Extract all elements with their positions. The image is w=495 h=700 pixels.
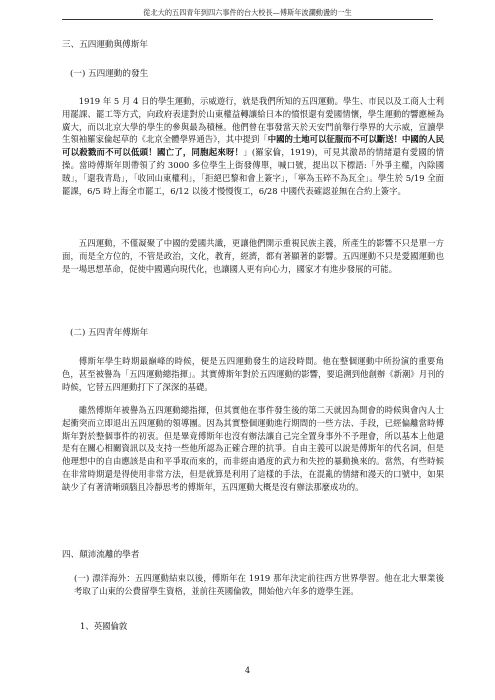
subsection-heading-3-2: (二) 五四青年傅斯年 bbox=[70, 328, 149, 338]
section-heading-4: 四、顛沛流離的學者 bbox=[62, 550, 140, 560]
section-heading-3: 三、五四運動與傅斯年 bbox=[62, 40, 148, 50]
running-header-title: 從北大的五四青年到四六事件的台大校長—傅斯年波瀾動盪的一生 bbox=[143, 8, 352, 17]
paragraph-impact: 五四運動，不僅凝聚了中國的愛國共識，更讓他們開示重視民族主義，所產生的影響不只是單一方面，而是全方位的，不管是政治，文化，教育，經濟，都有著顯著的影響。五四運動不只是愛國運動也是一場思想革命，促使中國邁向現代化，也讓國人更有向心力，國家才有進步發展的可能。 bbox=[62, 238, 444, 274]
paragraph-text-cont: 」(羅家倫，1919)，可見其激昂的情緒還有愛國的情操。當時傅斯年則帶領了約 3000 多位學生上街發傳單，喊口號，提出以下標語:「外爭主權，內除國賊」，「還我青島」，「收回山東權利」，「拒絕巴黎和會上簽字」，「寧為玉碎不為瓦全」。學生於 5/19 全面罷課，6/5 時上海全市罷工，6/12 以後才慢慢復工，6/28 中國代表確認並無在合約上簽字。 bbox=[62, 147, 444, 196]
quoted-slogan: 中國的土地可以征服而不可以斷送！中國的人民可以殺戮而不可以低頭！國亡了，同胞起來呀！ bbox=[62, 134, 444, 158]
header-rule bbox=[62, 19, 433, 20]
paragraph-text: 1919 年 5 月 4 日的學生運動，示威遊行，就是我們所知的五四運動。學生、市民以及工商人士利用罷課、罷工等方式，向政府表達對於山東權益轉讓給日本的憤恨還有愛國情懷，學生運動的響應極為廣大，而以北京大學的學生的參與最為積極。他們曾在事發當天於天安門前舉行學界的大示威，宣讀學生領袖羅家倫起草的《北京全體學界通告》，其中提到「 bbox=[62, 96, 444, 145]
running-header bbox=[0, 8, 495, 18]
list-item-overseas: (一) 漂洋海外：五四運動結束以後，傅斯年在 1919 那年決定前往西方世界學習。他在北大畢業後考取了山東的公費留學生資格，並前往英國倫敦，開始他六年多的遊學生涯。 bbox=[74, 573, 444, 596]
paragraph-may-fourth-origin bbox=[62, 95, 444, 197]
page-number: 4 bbox=[244, 666, 251, 675]
paragraph-commander: 雖然傅斯年被譽為五四運動總指揮，但其實他在事件發生後的第二天就因為開會的時候與會內人士起衝突而立即退出五四運動的領導團。因為其實整個運動進行期間的一些方法、手段，已經偏離當時傅斯年對於整個事件的初衷。但是畢竟傅斯年也沒有辦法讓自己完全置身事外不予理會，所以基本上他還是有在關心相關資訊以及支持一些他所認為正確合理的抗爭。自由主義可以說是傅斯年的代名詞，但是他理想中的自由應該是由和平爭取而來的，而非經由過度的武力和失控的暴動換來的。當然，有些時候在非常時期還是得使用非常方法，但是就算是利用了這樣的手法，在混亂的情緒和漫天的口號中，如果缺少了有著清晰頭腦且冷靜思考的傅斯年，五四運動大概是沒有辦法那麼成功的。 bbox=[62, 405, 444, 492]
subsection-heading-3-1: (一) 五四運動的發生 bbox=[70, 69, 149, 79]
paragraph-youth-fu: 傅斯年學生時期最巔峰的時候，便是五四運動發生的這段時間。他在整個運動中所扮演的重要角色，甚至被譽為「五四運動總指揮」。其實傅斯年對於五四運動的影響，要追溯到他創辦《新潮》月刊的時候，它替五四運動打下了深深的基礎。 bbox=[62, 356, 444, 392]
list-item-london: 1、英國倫敦 bbox=[80, 621, 128, 631]
